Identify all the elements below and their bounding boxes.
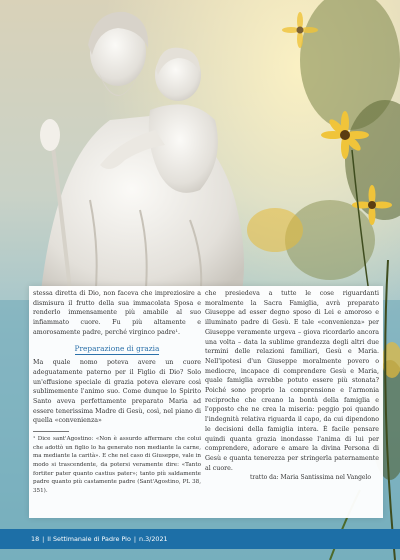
publication-name: Il Settimanale di Padre Pio [47, 535, 131, 543]
page-footer: 18 | Il Settimanale di Padre Pio | n.3/2021 [0, 529, 400, 549]
page-number: 18 [31, 535, 40, 543]
footnote: ¹ Dice sant'Agostino: «Non è assurdo affermare che colui che adottò un figlio lo ha generato non mediante la carne, ma mediante la carità». E che nel caso di Giuseppe, vale in modo si trascendente, da potersi veramente dire: «Tanto fortiter pater quanto castius pater»; tanto più saldamente padre quanto più castamente padre (Sant'Agostino, PL 38, 351). [33, 436, 201, 494]
left-paragraph-2: Ma quale nomo poteva avere un cuore adeguatamente paterno per il Figlio di Dio? Solo un'effusione speciale di grazia poteva elevare così sublimemente l'animo suo. Come dunque lo Spirito Santo aveva perfettamente preparato Maria ad essere tenerissima Madre di Gesù, così, nel piano di quella «convenienza» [33, 359, 201, 425]
footnote-divider [33, 431, 69, 432]
section-heading-text: Preparazione di grazia [74, 343, 160, 353]
left-column [33, 289, 201, 495]
left-paragraph-1: stessa diretta di Dio, non faceva che impreziosire a dismisura il frutto della sua immacolata Sposa e renderlo immensamente più amabile al suo infiammato cuore. Fu più altamente e amorosamente padre, perché virginco padre¹. [33, 290, 201, 336]
section-heading [33, 344, 201, 354]
right-paragraph-1: che presiedeva a tutte le cose riguardanti moralmente la Sacra Famiglia, avrà preparato Giuseppe ad esser degno sposo di Lei e amoroso e illuminato padre di Gesù. E tale «convenienza» per Giuseppe veramente urgeva – giova ricordarlo ancora una volta – data la sublime grandezza degli altri due termini delle relazioni familiari, Gesù e Maria. Nell'ipotesi d'un Giuseppe moralmente povero o mediocre, incapace di comprendere Gesù e Maria, quale famiglia avrebbe potuto essere più stonata? Poiché sono proprio la comprensione e l'armonia reciproche che creano la bontà della famiglia e l'opposto che ne crea la miseria: peggio poi quando l'indegnità relativa riguarda il capo, da cui dipendono le decisioni della famiglia intera. È facile pensare quindi quanta grazia inondasse l'anima di lui per comprendere, adorare e amare la divina Persona di Gesù e quanta tenerezza per stringerla paternamente al cuore. [205, 290, 379, 472]
source-credit: tratto da: Maria Santissima nel Vangelo [249, 474, 371, 482]
issue-number: n.3/2021 [139, 535, 168, 543]
right-column [205, 289, 379, 483]
article-text-panel [29, 286, 383, 518]
